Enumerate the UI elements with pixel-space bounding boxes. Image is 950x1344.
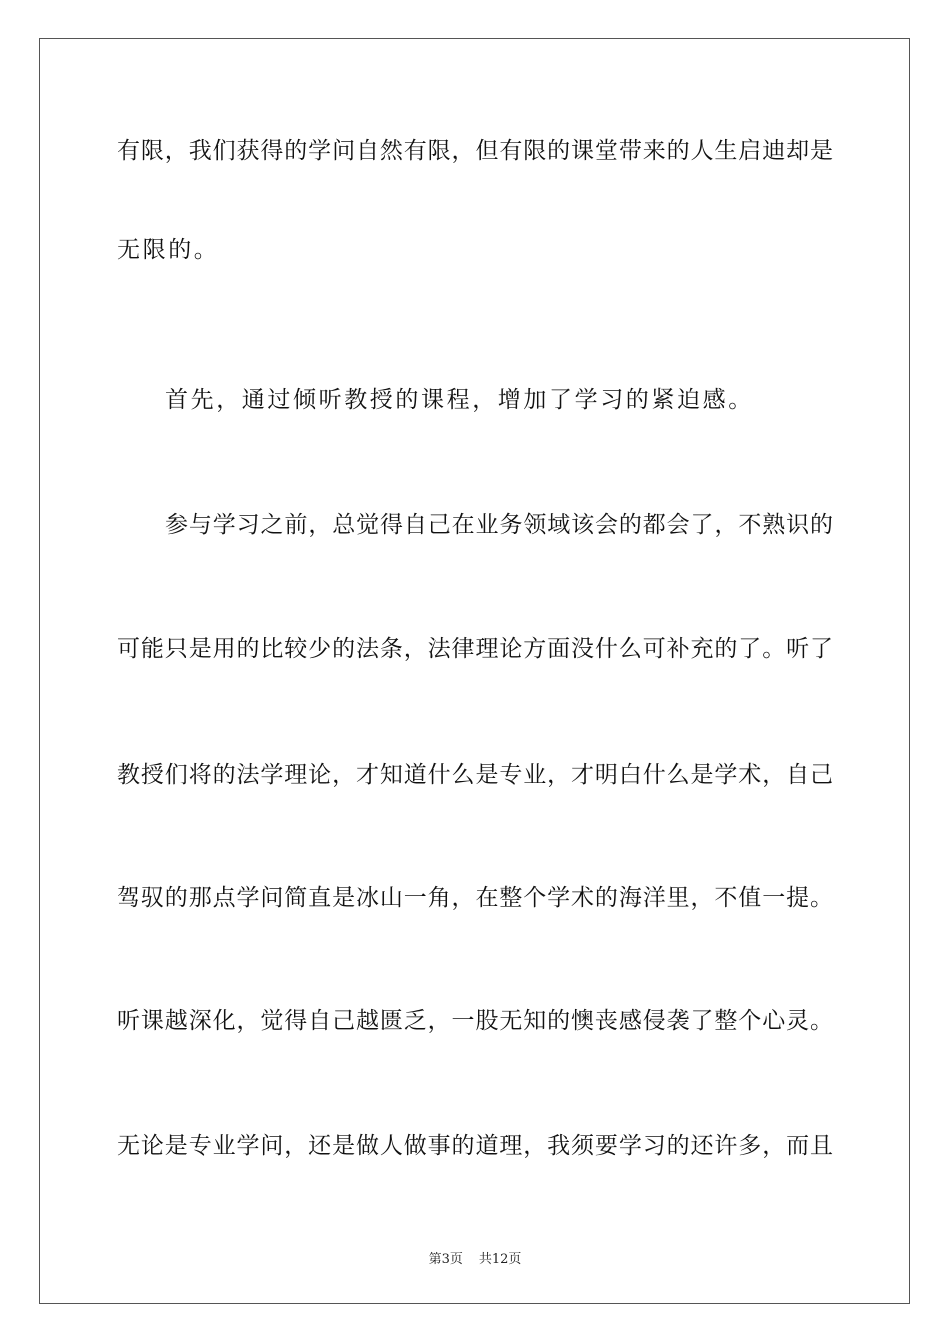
paragraph-line: 无论是专业学问，还是做人做事的道理，我须要学习的还许多，而且 xyxy=(117,1133,833,1159)
paragraph-line: 首先，通过倾听教授的课程，增加了学习的紧迫感。 xyxy=(165,387,754,413)
page-footer xyxy=(0,1248,950,1267)
total-pages: 共12页 xyxy=(478,1252,522,1267)
paragraph-line: 听课越深化，觉得自己越匮乏，一股无知的懊丧感侵袭了整个心灵。 xyxy=(117,1008,833,1034)
paragraph-line: 可能只是用的比较少的法条，法律理论方面没什么可补充的了。听了 xyxy=(117,636,833,662)
paragraph-line: 参与学习之前，总觉得自己在业务领域该会的都会了，不熟识的 xyxy=(165,512,833,538)
paragraph-line: 教授们将的法学理论，才知道什么是专业，才明白什么是学术，自己 xyxy=(117,762,833,788)
page-border xyxy=(39,38,910,1304)
paragraph-line: 无限的。 xyxy=(117,237,220,263)
paragraph-line: 驾驭的那点学问简直是冰山一角，在整个学术的海洋里，不值一提。 xyxy=(117,885,833,911)
paragraph-line: 有限，我们获得的学问自然有限，但有限的课堂带来的人生启迪却是 xyxy=(117,138,833,164)
page-number: 第3页 xyxy=(428,1252,463,1267)
